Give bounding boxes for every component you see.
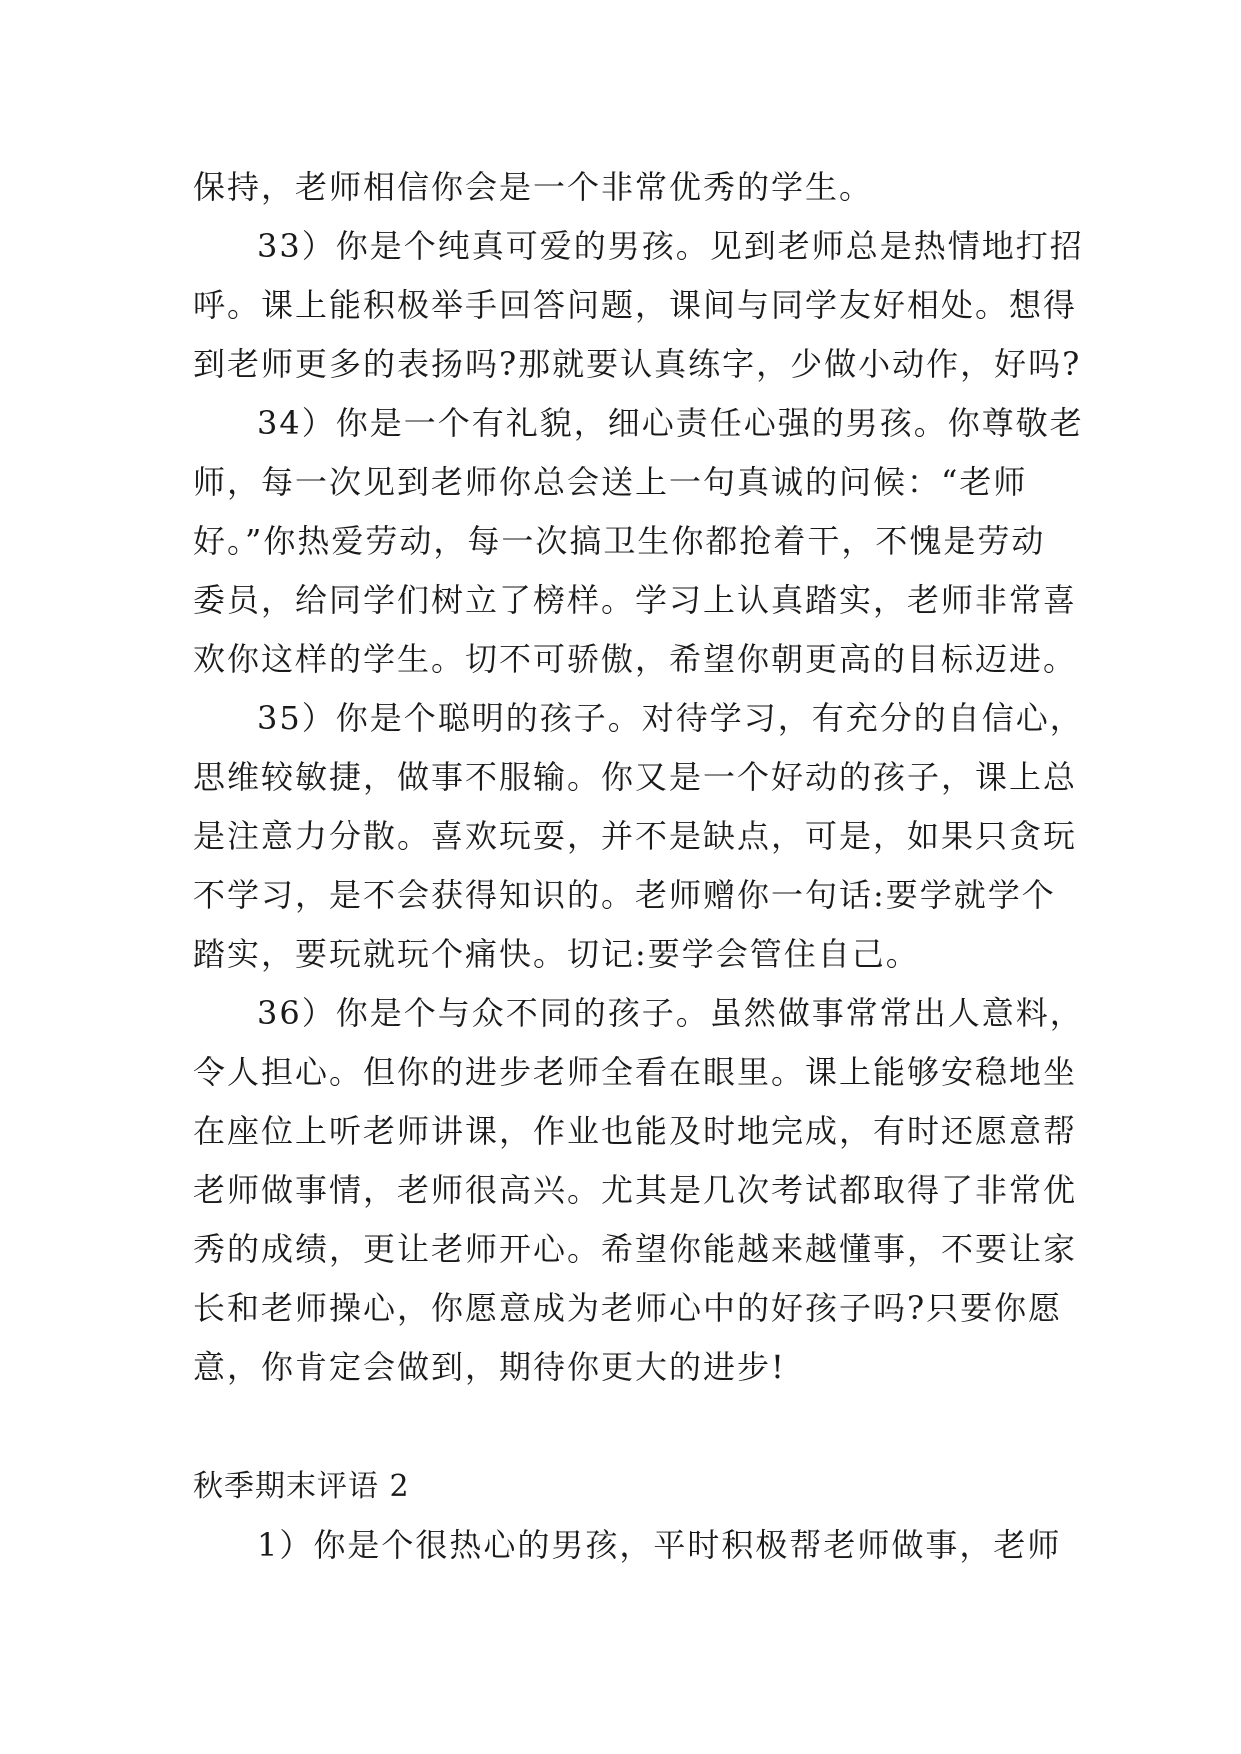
paragraph: [193, 1516, 1073, 1575]
text-line: 是注意力分散。喜欢玩耍，并不是缺点，可是，如果只贪玩: [193, 817, 1078, 855]
paragraph: [193, 394, 1084, 689]
text-line: 委员，给同学们树立了榜样。学习上认真踏实，老师非常喜: [193, 581, 1078, 619]
document-page: [193, 158, 1084, 1575]
text-line: 令人担心。但你的进步老师全看在眼里。课上能够安稳地坐: [193, 1053, 1078, 1091]
text-line: 意，你肯定会做到，期待你更大的进步!: [193, 1348, 786, 1386]
text-line: 欢你这样的学生。切不可骄傲，希望你朝更高的目标迈进。: [193, 640, 1078, 678]
text-line: 师，每一次见到老师你总会送上一句真诚的问候：“老师: [193, 463, 1028, 501]
text-line: 秀的成绩，更让老师开心。希望你能越来越懂事，不要让家: [193, 1230, 1078, 1268]
text-line: 36）你是个与众不同的孩子。虽然做事常常出人意料，: [257, 994, 1084, 1032]
text-line: 好。”你热爱劳动，每一次搞卫生你都抢着干，不愧是劳动: [193, 522, 1046, 560]
text-line: 长和老师操心，你愿意成为老师心中的好孩子吗?只要你愿: [193, 1289, 1063, 1327]
text-line: 思维较敏捷，做事不服输。你又是一个好动的孩子，课上总: [193, 758, 1078, 796]
text-line: 老师做事情，老师很高兴。尤其是几次考试都取得了非常优: [193, 1171, 1078, 1209]
section-spacer: [193, 1397, 1073, 1457]
text-line: 呼。课上能积极举手回答问题，课间与同学友好相处。想得: [193, 286, 1078, 324]
text-line: 1）你是个很热心的男孩，平时积极帮老师做事，老师: [257, 1526, 1062, 1564]
paragraph: [193, 984, 1084, 1397]
paragraph: [193, 689, 1084, 984]
text-line: 33）你是个纯真可爱的男孩。见到老师总是热情地打招: [257, 227, 1084, 265]
paragraph: [193, 217, 1084, 394]
text-line: 保持，老师相信你会是一个非常优秀的学生。: [193, 168, 874, 206]
text-line: 在座位上听老师讲课，作业也能及时地完成，有时还愿意帮: [193, 1112, 1078, 1150]
text-line: 34）你是一个有礼貌，细心责任心强的男孩。你尊敬老: [257, 404, 1084, 442]
paragraph: [193, 158, 1073, 217]
section-heading: 秋季期末评语 2: [193, 1469, 410, 1504]
text-line: 到老师更多的表扬吗?那就要认真练字，少做小动作，好吗?: [193, 345, 1082, 383]
text-line: 35）你是个聪明的孩子。对待学习，有充分的自信心，: [257, 699, 1084, 737]
document-body: [193, 158, 1084, 1575]
text-line: 踏实，要玩就玩个痛快。切记:要学会管住自己。: [193, 935, 920, 973]
text-line: 不学习，是不会获得知识的。老师赠你一句话:要学就学个: [193, 876, 1056, 914]
